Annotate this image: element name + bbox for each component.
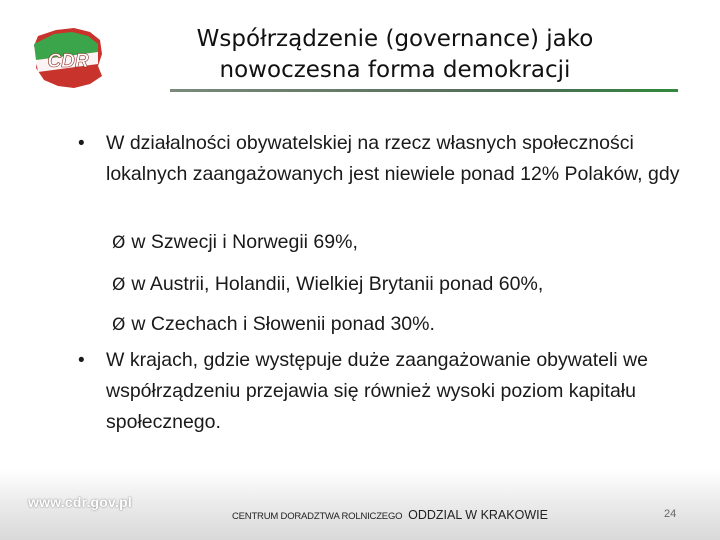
footer-organization [232, 508, 548, 522]
footer-org-name: CENTRUM DORADZTWA ROLNICZEGO [232, 511, 403, 522]
arrow-bullet-icon: Ø [112, 233, 126, 253]
arrow-bullet-icon: Ø [112, 275, 126, 295]
arrow-bullet-icon: Ø [112, 315, 126, 335]
bullet-item [78, 128, 698, 224]
sub-item [112, 310, 435, 339]
title-line-2: nowoczesna forma demokracji [219, 57, 571, 83]
title-line-1: Współrządzenie (governance) jako [196, 26, 594, 52]
bullet-text: W krajach, gdzie występuje duże zaangażowanie obywateli we współrządzeniu przejawia się również wysoki poziom kapitału społecznego. [106, 349, 648, 433]
bullet-item [78, 345, 698, 441]
sub-item [112, 228, 358, 257]
bullet-symbol: • [78, 133, 85, 154]
page-number: 24 [664, 508, 677, 520]
bullet-symbol: • [78, 350, 85, 371]
footer-branch: ODDZIAL W KRAKOWIE [408, 508, 548, 522]
sub-item-text: w Szwecji i Norwegii 69%, [131, 231, 358, 253]
sub-item-text: w Czechach i Słowenii ponad 30%. [131, 313, 435, 335]
footer-url: www.cdr.gov.pl [28, 494, 132, 510]
sub-item [112, 270, 543, 299]
logo-text: CDR [47, 51, 89, 72]
bullet-text: W działalności obywatelskiej na rzecz własnych społeczności lokalnych zaangażowanych jest niewiele ponad 12% Polaków, gdy [106, 132, 680, 185]
sub-item-text: w Austrii, Holandii, Wielkiej Brytanii ponad 60%, [131, 273, 544, 295]
